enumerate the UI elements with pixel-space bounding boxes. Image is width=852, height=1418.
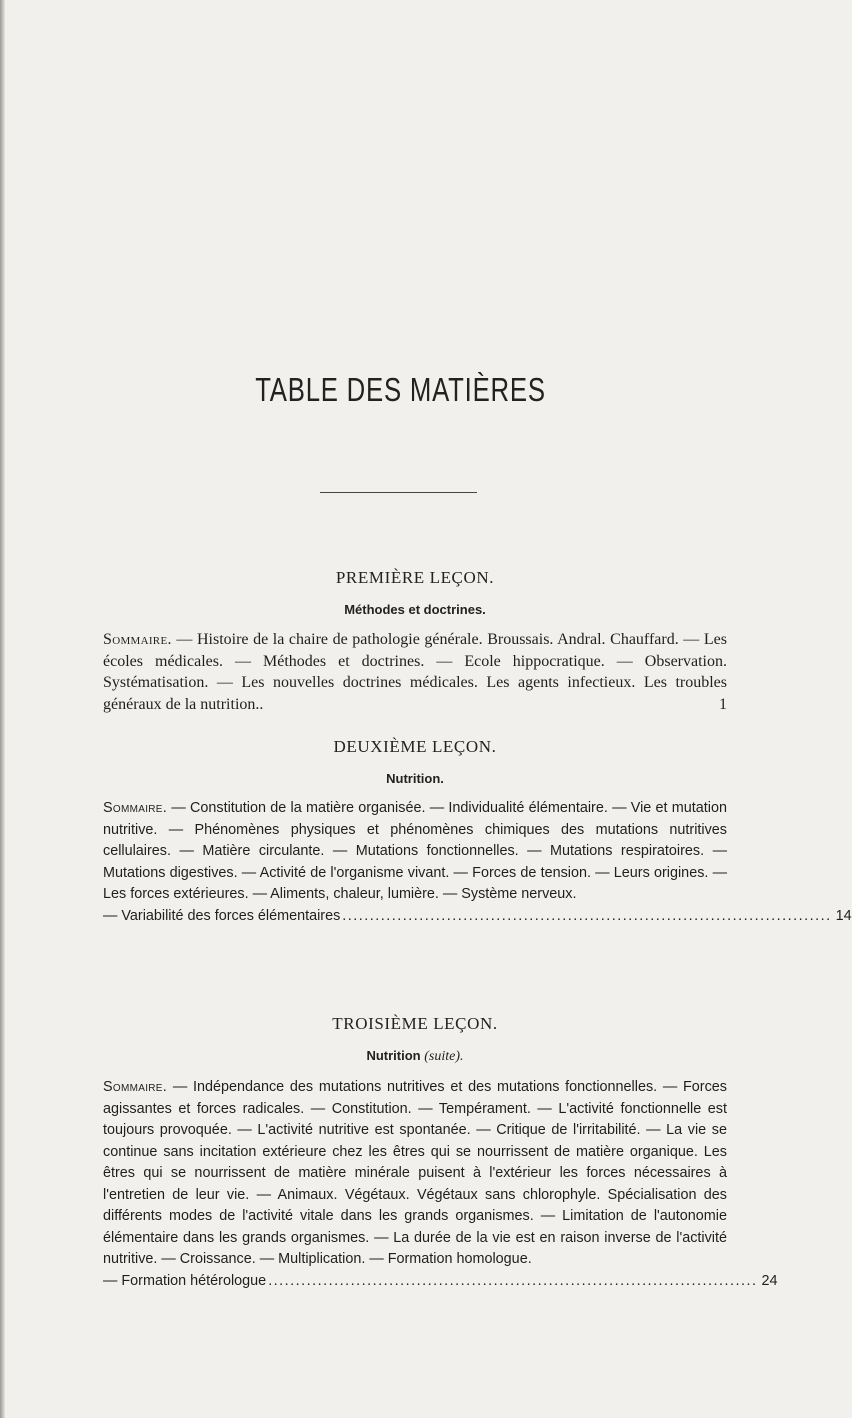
last-line-text: — Variabilité des forces élémentaires: [103, 907, 341, 924]
subtitle-suffix: (suite).: [424, 1049, 464, 1064]
subtitle-main: Nutrition: [366, 1048, 421, 1063]
lesson-subtitle: [103, 1048, 727, 1065]
summary-label: Sommaire.: [103, 631, 172, 648]
summary-text: — Constitution de la matière organisée. — Individualité élémentaire. — Vie et mutation nutritive. — Phénomènes physiques et phénomènes chimiques des mutations nutritives cellulaires. — Matière circulante. — Mutations fonctionnelles. — Mutations respiratoires. — Mutations digestives. — Activité de l'organisme vivant. — Forces de tension. — Leurs origines. — Les forces extérieures. — Aliments, chaleur, lumière. — Système nerveux.: [103, 800, 727, 902]
lesson-heading: TROISIÈME LEÇON.: [332, 1014, 498, 1033]
leader-dots: .........................................................................................: [268, 1272, 758, 1289]
summary-text: — Histoire de la chaire de pathologie générale. Broussais. Andral. Chauffard. — Les écoles médicales. — Méthodes et doctrines. — Ecole hippocratique. — Observation. Systématisation. — Les nouvelles doctrines médicales. Les agents infectieux. Les troubles généraux de la: [103, 631, 727, 713]
summary-text: — Indépendance des mutations nutritives et des mutations fonctionnelles. — Forces agissantes et forces radicales. — Constitution. — Tempérament. — L'activité fonctionnelle est toujours provoquée. — L'activité nutritive est spontanée. — Critique de l'irritabilité. — La vie se continue sans incitation extérieure chez les êtres qui se nourrissent de matière organique. Les êtres qui se nourrissent de matière minérale puisent à l'extérieur les forces nécessaires à l'entretien de leur vie. — Animaux. Végétaux. Végétaux sans chlorophyle. Spécialisation des différents modes de l'activité vitale dans les grands organismes. — Limitation de l'autonomie élémentaire dans les grands organismes. — La durée de la vie est en raison inverse de l'activité nutritive. — Croissance. — Multiplication. — Formation homologue.: [103, 1079, 727, 1267]
summary-label: Sommaire.: [103, 1079, 168, 1095]
lesson-heading: PREMIÈRE LEÇON.: [335, 568, 495, 587]
lesson-summary: [103, 798, 852, 927]
last-line-text: — Formation hétérologue: [103, 1272, 267, 1289]
leader-dots: .........................................................................................: [342, 907, 832, 924]
lesson-subtitle: Méthodes et doctrines.: [344, 602, 486, 617]
lesson-heading: DEUXIÈME LEÇON.: [333, 737, 497, 756]
lesson-section-1: [103, 568, 727, 715]
title-divider: [320, 492, 477, 493]
page-number: 24: [761, 1272, 778, 1289]
page-number: 1: [719, 695, 727, 713]
lesson-section-3: [103, 1014, 778, 1292]
summary-last-line: [103, 906, 852, 928]
page-title: TABLE DES MATIÈRES: [255, 371, 546, 408]
summary-label: Sommaire.: [103, 800, 168, 816]
lesson-summary: [103, 629, 727, 715]
lesson-section-2: [103, 737, 852, 927]
page-number: 14: [835, 907, 852, 924]
lesson-subtitle: Nutrition.: [386, 771, 444, 786]
page-edge-shadow: [0, 0, 5, 1418]
summary-last-line: [103, 1271, 778, 1293]
lesson-summary: [103, 1077, 778, 1292]
summary-last-line: nutrition..: [200, 695, 264, 713]
